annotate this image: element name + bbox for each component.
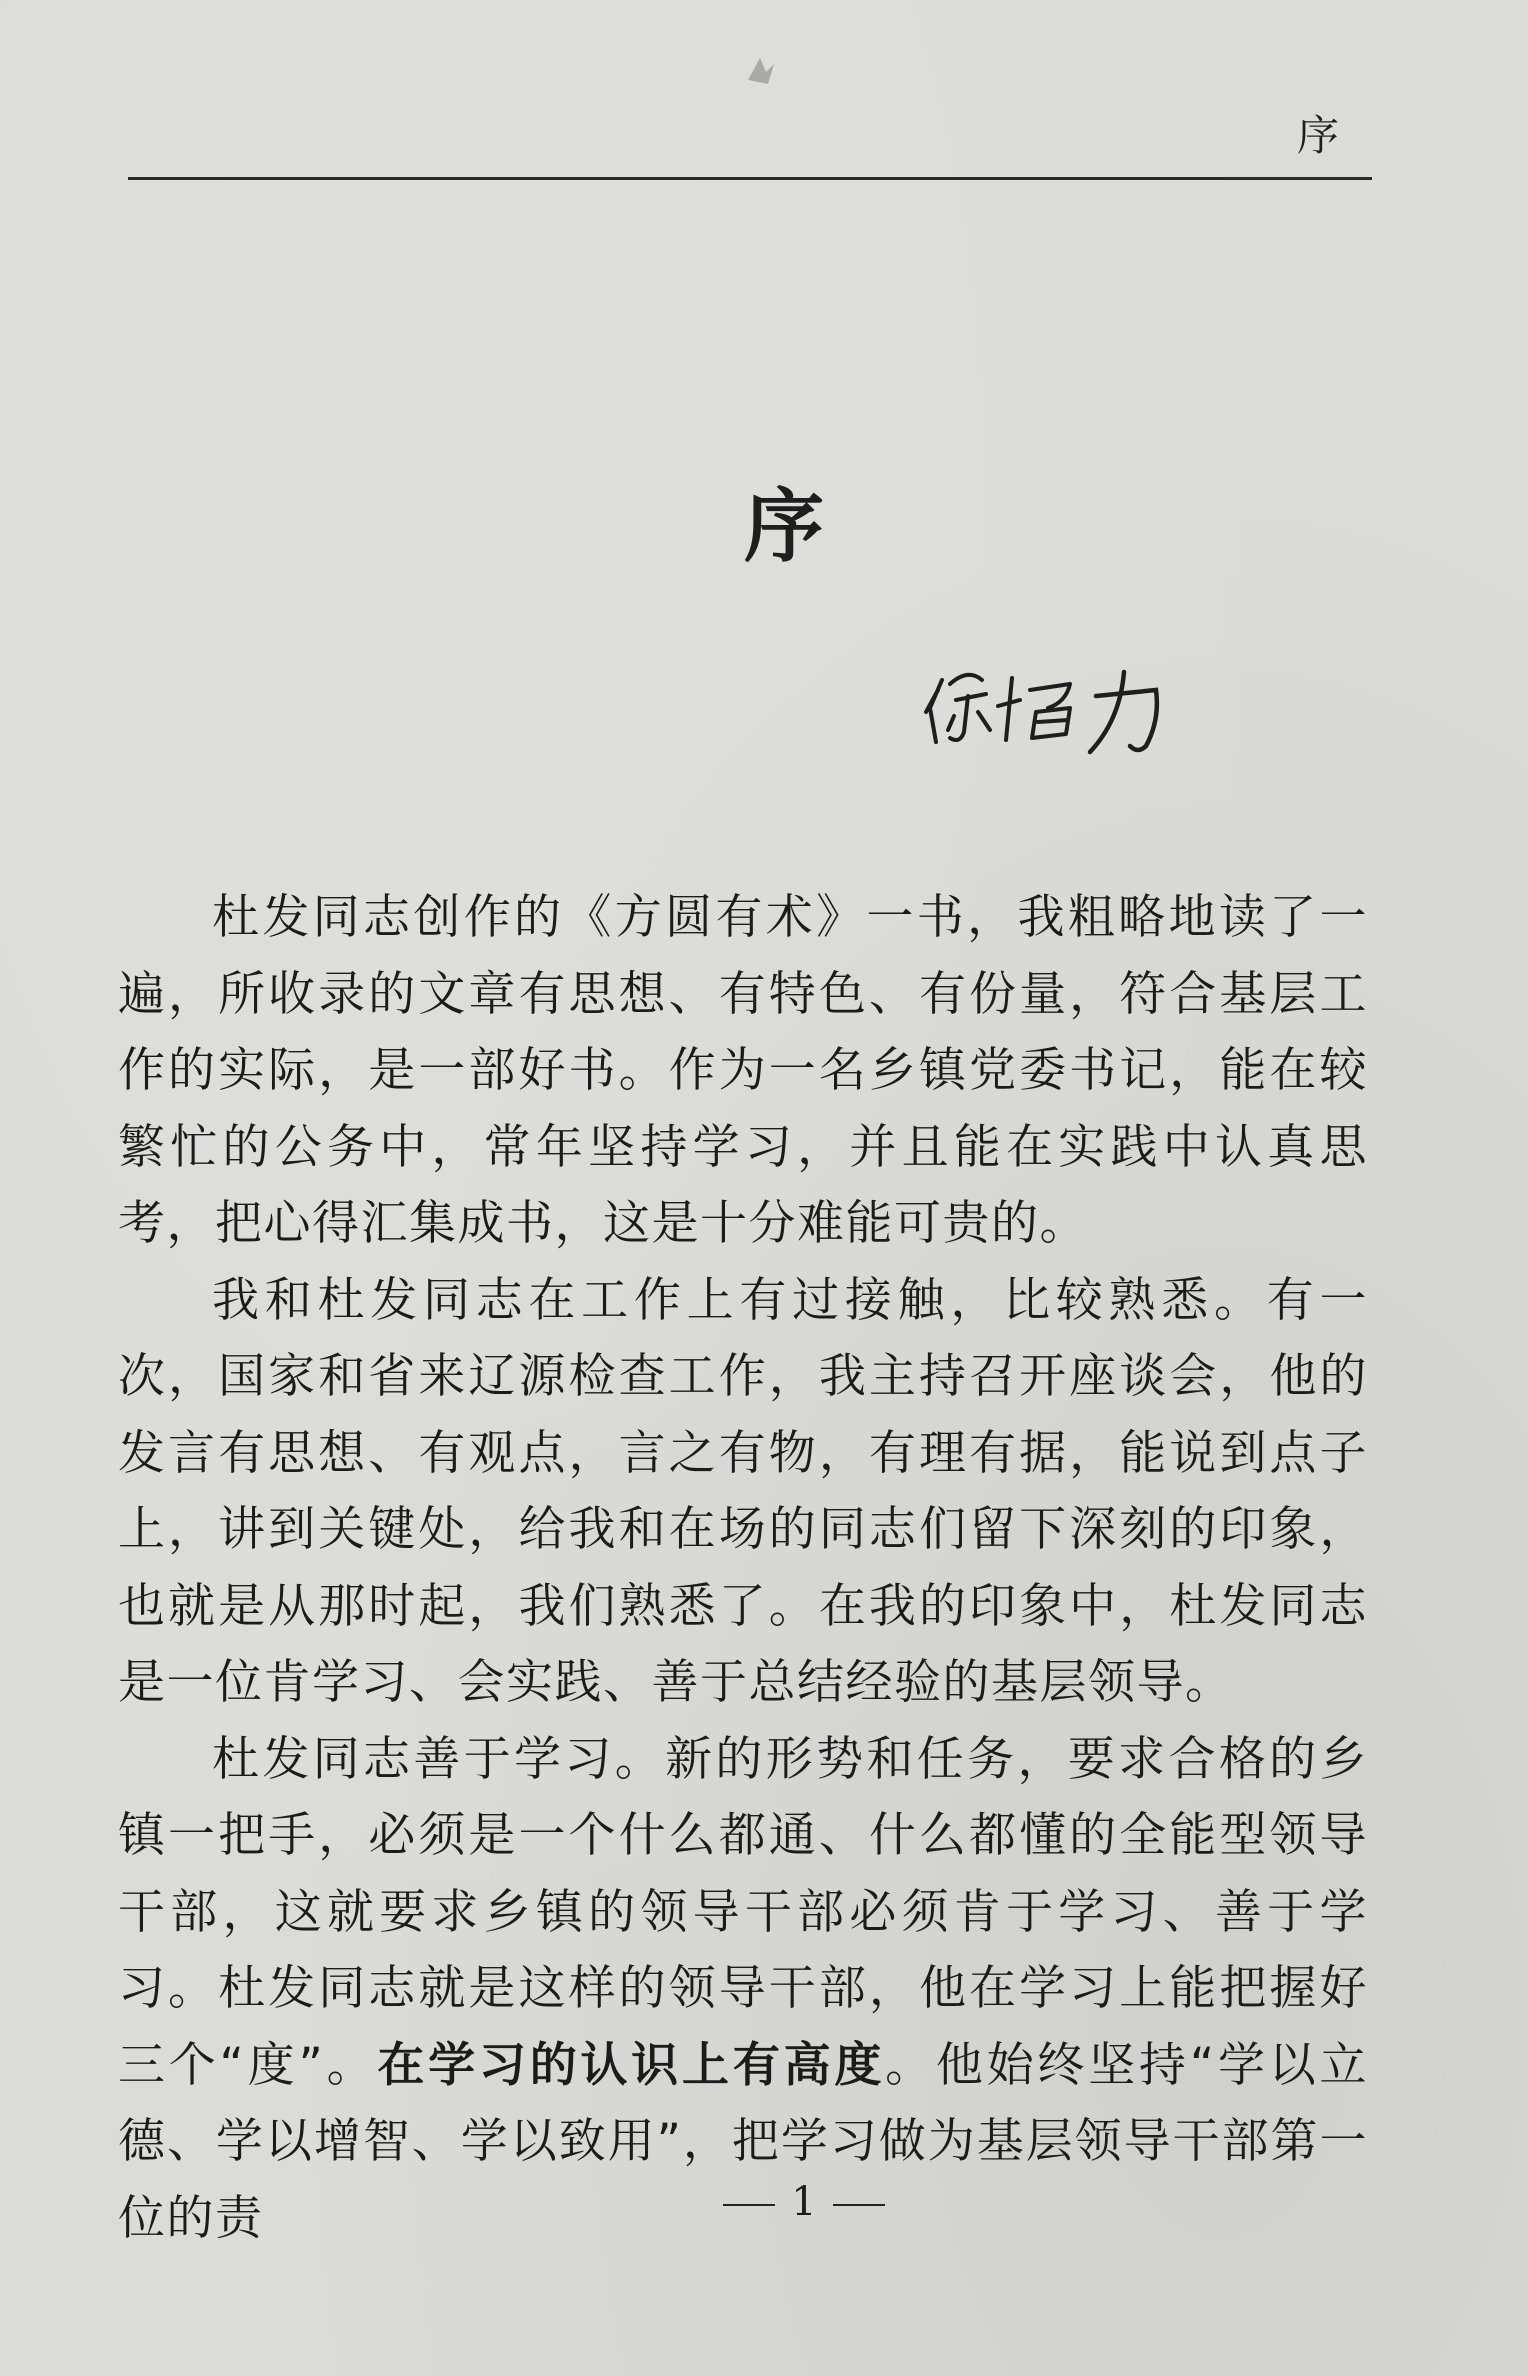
chapter-title: 序	[744, 479, 824, 573]
header-rule	[128, 177, 1372, 180]
folio-dash-right	[833, 2204, 885, 2206]
paragraph-1: 杜发同志创作的《方圆有术》一书，我粗略地读了一遍，所收录的文章有思想、有特色、有份量，符合基层工作的实际，是一部好书。作为一名乡镇党委书记，能在较繁忙的公务中，常年坚持学习，并且能在实践中认真思考，把心得汇集成书，这是十分难能可贵的。	[118, 890, 1368, 1251]
folio-dash-left	[723, 2204, 775, 2206]
running-head-title: 序	[1296, 111, 1343, 160]
ink-smudge	[740, 50, 780, 90]
paragraph-2: 我和杜发同志在工作上有过接触，比较熟悉。有一次，国家和省来辽源检查工作，我主持召开座谈会，他的发言有思想、有观点，言之有物，有理有据，能说到点子上，讲到关键处，给我和在场的同志们留下深刻的印象，也就是从那时起，我们熟悉了。在我的印象中，杜发同志是一位肯学习、会实践、善于总结经验的基层领导。	[118, 1272, 1368, 1710]
body-text	[118, 880, 1368, 2257]
paragraph-3-emphasis: 在学习的认识上有高度	[377, 2037, 886, 2093]
signature-image	[920, 650, 1180, 760]
page-number-folio	[0, 2178, 1528, 2226]
page-number: 1	[791, 2179, 817, 2225]
paragraph-3	[118, 1722, 1368, 2258]
paragraph-3-text-a: 杜发同志善于学习。新的形势和任务，要求合格的乡镇一把手，必须是一个什么都通、什么都懂的全能型领导干部，这就要求乡镇的领导干部必须肯于学习、善于学习。杜发同志就是这样的领导干部，他在学习上能把握好三个“度”。	[118, 1731, 1368, 2093]
author-signature	[920, 650, 1180, 760]
paragraph-3-text-b: 。他始终坚持“学以立德、学以增智、学以致用”，把学习做为基层领导干部第一位的责	[118, 2037, 1369, 2246]
